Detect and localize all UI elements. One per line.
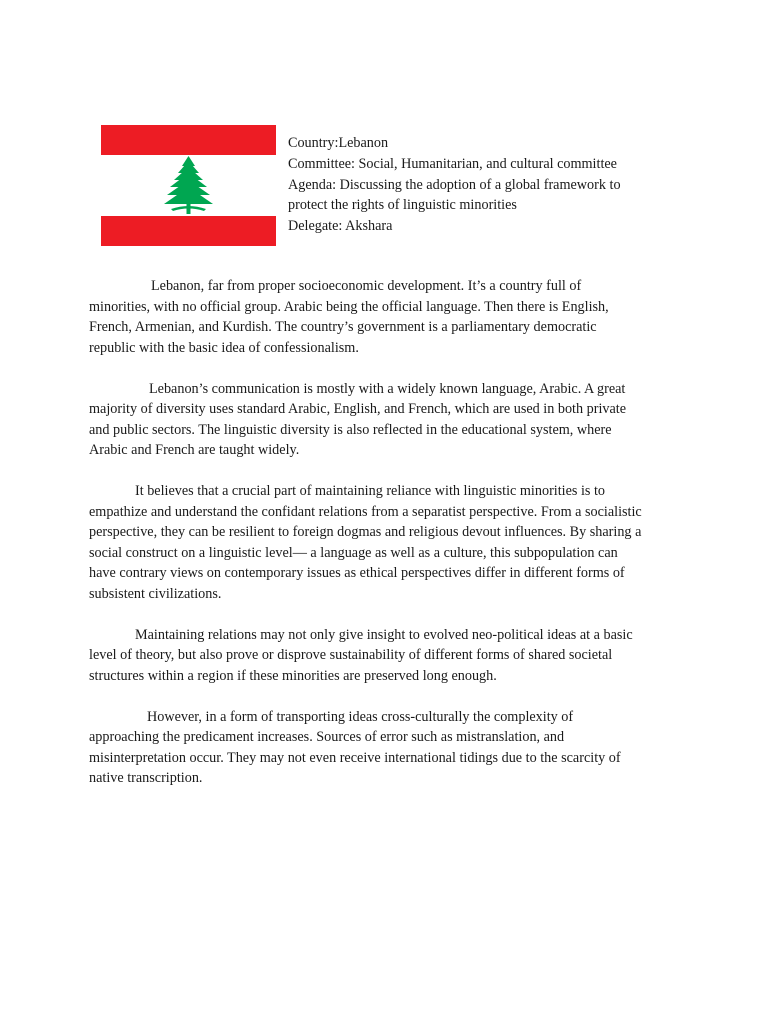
header-info: [288, 133, 688, 237]
lebanon-flag-icon: [101, 125, 276, 246]
paragraph-line: and public sectors. The linguistic diversity is also reflected in the educational system, where: [89, 421, 612, 438]
agenda-line-2: protect the rights of linguistic minorities: [288, 197, 517, 214]
body-text: [89, 276, 689, 809]
paragraph-line: minorities, with no official group. Arabic being the official language. Then there is English,: [89, 298, 609, 315]
committee-line: Committee: Social, Humanitarian, and cultural committee: [288, 155, 617, 172]
paragraph-line: perspective, they can be resilient to foreign dogmas and religious devout influences. By sharing a: [89, 524, 642, 540]
paragraph-line: French, Armenian, and Kurdish. The country’s government is a parliamentary democratic: [89, 319, 597, 335]
paragraph-line: misinterpretation occur. They may not even receive international tidings due to the scarcity of: [89, 749, 621, 766]
paragraph-line: structures within a region if these minorities are preserved long enough.: [89, 667, 497, 684]
paragraph-line: have contrary views on contemporary issues as ethical perspectives differ in different forms of: [89, 565, 625, 581]
paragraph-line: However, in a form of transporting ideas cross-culturally the complexity of: [147, 708, 574, 725]
paragraph-line: empathize and understand the confidant relations from a separatist perspective. From a socialistic: [89, 503, 642, 520]
agenda-line-1: Agenda: Discussing the adoption of a global framework to: [288, 176, 621, 193]
paragraph-line: It believes that a crucial part of maintaining reliance with linguistic minorities is to: [135, 483, 606, 499]
paragraph-5: [89, 707, 689, 789]
paragraph-line: Lebanon, far from proper socioeconomic development. It’s a country full of: [151, 278, 582, 294]
paragraph-line: approaching the predicament increases. Sources of error such as mistranslation, and: [89, 729, 565, 745]
paragraph-line: subsistent civilizations.: [89, 585, 222, 602]
paragraph-line: Arabic and French are taught widely.: [89, 442, 300, 458]
paragraph-line: republic with the basic idea of confessionalism.: [89, 339, 359, 356]
paragraph-line: native transcription.: [89, 770, 203, 786]
paragraph-2: [89, 379, 689, 461]
paragraph-line: level of theory, but also prove or disprove sustainability of different forms of shared societal: [89, 647, 613, 663]
paragraph-line: Lebanon’s communication is mostly with a widely known language, Arabic. A great: [149, 380, 626, 397]
paragraph-4: [89, 625, 689, 687]
paragraph-line: Maintaining relations may not only give insight to evolved neo-political ideas at a basic: [135, 626, 633, 643]
paragraph-line: majority of diversity uses standard Arabic, English, and French, which are used in both private: [89, 401, 627, 417]
paragraph-3: [89, 481, 689, 604]
flag-top-stripe: [101, 125, 276, 155]
delegate-line: Delegate: Akshara: [288, 218, 393, 235]
paragraph-line: social construct on a linguistic level— a language as well as a culture, this subpopulation can: [89, 544, 618, 561]
country-line: Country:Lebanon: [288, 135, 389, 151]
flag-bottom-stripe: [101, 216, 276, 246]
paragraph-1: [89, 276, 689, 358]
